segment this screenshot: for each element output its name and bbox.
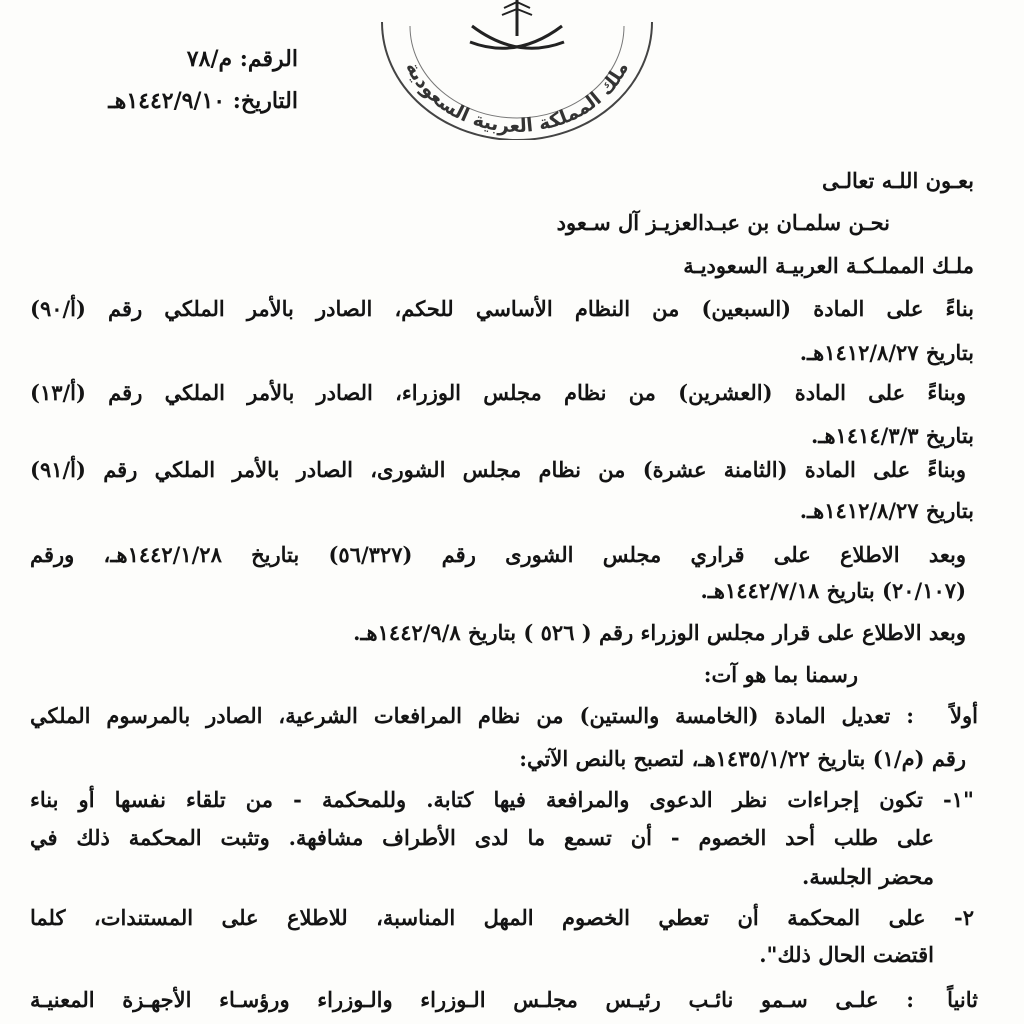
palm-swords-seal-icon — [378, 0, 656, 140]
clause-1-line-1: بناءً على المادة (السبعين) من النظام الأساسي للحكم، الصادر بالأمر الملكي رقم (أ/٩٠) — [30, 296, 974, 321]
clause-1-line-2: بتاريخ ١٤١٢/٨/٢٧هـ. — [799, 340, 974, 365]
decree-meta — [108, 38, 298, 122]
king-title-line: ملـك المملـكـة العربيـة السعوديـة — [683, 253, 974, 278]
first-line-2: رقم (م/١) بتاريخ ١٤٣٥/١/٢٢هـ، لتصبح بالنص الآتي: — [519, 746, 966, 771]
svg-text:ملك المملكة العربية السعودية: ملك المملكة العربية السعودية — [401, 58, 633, 138]
item-2-line-2: اقتضت الحال ذلك". — [759, 942, 934, 967]
first-label: أولاً — [950, 703, 978, 728]
clause-5-line: وبعد الاطلاع على قرار مجلس الوزراء رقم ( ٥٢٦ ) بتاريخ ١٤٤٢/٩/٨هـ. — [353, 620, 966, 645]
clause-2-line-2: بتاريخ ١٤١٤/٣/٣هـ. — [811, 423, 974, 448]
decree-intro: رسمنا بما هو آت: — [703, 662, 858, 687]
item-1-line-2: على طلب أحد الخصوم - أن تسمع ما لدى الأطراف مشافهة. وتثبت المحكمة ذلك في — [30, 825, 934, 850]
royal-emblem — [378, 0, 656, 140]
clause-4-line-2: (٢٠/١٠٧) بتاريخ ١٤٤٢/٧/١٨هـ. — [700, 578, 966, 603]
second-label: ثانياً — [947, 987, 978, 1012]
second-line-1: : علـى سـمو نائـب رئيـس مجلـس الـوزراء والـوزراء ورؤسـاء الأجهـزة المعنيـة — [30, 987, 914, 1012]
item-1-line-1: "١- تكون إجراءات نظر الدعوى والمرافعة فيها كتابة. وللمحكمة - من تلقاء نفسها أو بناء — [30, 787, 974, 812]
clause-2-line-1: وبناءً على المادة (العشرين) من نظام مجلس الوزراء، الصادر بالأمر الملكي رقم (أ/١٣) — [30, 380, 966, 405]
clause-4-line-1: وبعد الاطلاع على قراري مجلس الشورى رقم (٥٦/٣٢٧) بتاريخ ١٤٤٢/١/٢٨هـ، ورقم — [30, 542, 966, 567]
first-line-1: : تعديل المادة (الخامسة والستين) من نظام المرافعات الشرعية، الصادر بالمرسوم الملكي — [30, 703, 914, 728]
item-1-line-3: محضر الجلسة. — [802, 864, 934, 889]
item-2-line-1: ٢- على المحكمة أن تعطي الخصوم المهل المناسبة، للاطلاع على المستندات، كلما — [30, 905, 974, 930]
basmala-line: بعـون اللـه تعالـى — [821, 168, 974, 193]
king-name-line: نحـن سلمـان بن عبـدالعزيـز آل سـعود — [556, 210, 890, 235]
clause-3-line-1: وبناءً على المادة (الثامنة عشرة) من نظام مجلس الشورى، الصادر بالأمر الملكي رقم (أ/٩١) — [30, 457, 966, 482]
clause-3-line-2: بتاريخ ١٤١٢/٨/٢٧هـ. — [799, 498, 974, 523]
decree-date: التاريخ: ١٤٤٢/٩/١٠هـ — [108, 88, 298, 114]
decree-number: الرقم: م/٧٨ — [186, 46, 298, 72]
